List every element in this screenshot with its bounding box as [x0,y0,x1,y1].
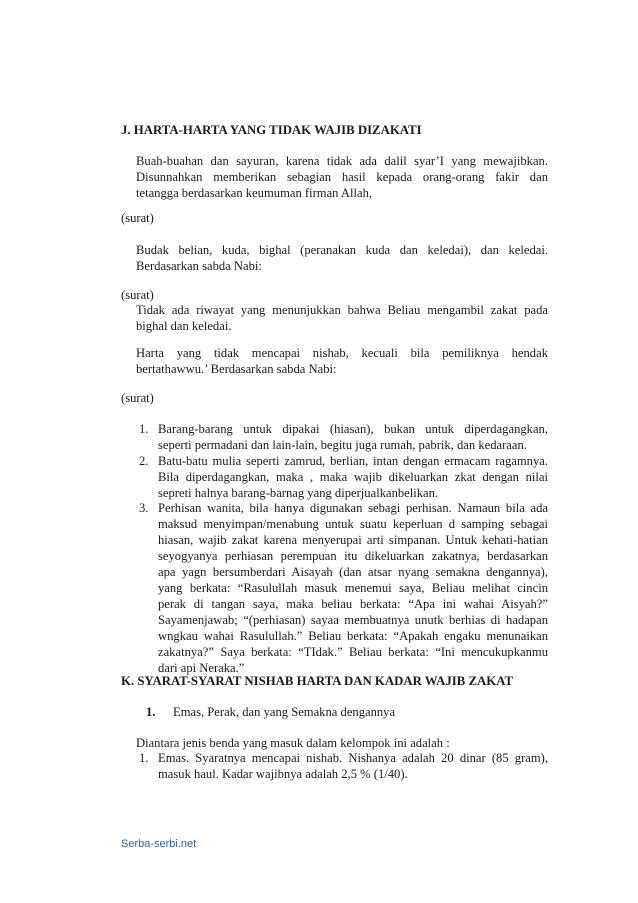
text-line: dari api Neraka.” [158,661,245,675]
text-line: perak di tangan saya, maka beliau berkata: “Apa ini wahai Aisyah?” [158,597,548,611]
text-line: bighal dan keledai. [136,319,232,333]
text-line: Buah-buahan dan sayuran, karena tidak ada dalil syar’I yang mewajibkan. [136,154,548,168]
paragraph-buah-buahan [136,153,548,201]
intro-line: Diantara jenis benda yang masuk dalam kelompok ini adalah : [136,736,450,750]
text-line: bertathawwu.’ Berdasarkan sabda Nabi: [136,362,337,376]
text-line: Sayamenjawab; “(perhiasan) sayaa membuatnya unutk berhias di hadapan [158,613,548,627]
surat-placeholder: (surat) [121,211,154,225]
text-line: sepreti halnya barang-barnag yang diperjualkanbelikan. [158,486,439,500]
surat-placeholder: (surat) [121,391,154,405]
text-line: tetangga berdasarkan keumuman firman Allah, [136,186,373,200]
paragraph-riwayat [136,302,548,334]
text-line: Bila diperdagangkan, maka , maka wajib dikeluarkan zkat dengan nilai [158,470,548,484]
text-line: Perhisan wanita, bila hanya digunakan sebagi perhisan. Namaun bila ada [158,501,548,515]
surat-placeholder: (surat) [121,288,154,302]
list-number: 1. [139,422,149,436]
list-number: 2. [139,454,149,468]
subheading-title: Emas, Perak, dan yang Semakna dengannya [173,705,396,719]
text-line: Emas. Syaratnya mencapai nishab. Nishanya adalah 20 dinar (85 gram), [158,751,548,765]
list-number: 3. [139,501,149,515]
section-j-heading: J. HARTA-HARTA YANG TIDAK WAJIB DIZAKATI [121,123,422,137]
footer-site-link[interactable]: Serba-serbi.net [121,838,197,850]
text-line: zakatnya?” Saya berkata: “TIdak.” Beliau berkata: “Ini mencukupkanmu [158,645,548,659]
section-k-heading: K. SYARAT-SYARAT NISHAB HARTA DAN KADAR WAJIB ZAKAT [121,674,514,688]
text-line: Disunnahkan memberikan sebagian hasil kepada orang-orang fakir dan [136,170,548,184]
text-line: Berdasarkan sabda Nabi: [136,259,262,273]
text-line: seperti permadani dan lain-lain, begitu juga rumah, pabrik, dan kedaraan. [158,438,527,452]
text-line: hiasan, wajib zakat karena menyerupai arti simpanan. Untuk kehati-hatian [158,533,548,547]
text-line: Harta yang tidak mencapai nishab, kecuali bila pemiliknya hendak [136,346,548,360]
text-line: wngkau wahai Rasulullah.” Beliau berkata: “Apakah engaku menunaikan [158,629,548,643]
paragraph-nishab [136,345,548,377]
text-line: seyogyanya perhiasan perempuan itu dikeluarkan zakatnya, berdasarkan [158,549,548,563]
text-line: Barang-barang untuk dipakai (hiasan), bukan untuk diperdagangkan, [158,422,548,436]
subheading-number: 1. [146,705,156,719]
text-line: Budak belian, kuda, bighal (peranakan kuda dan keledai), dan keledai. [136,243,548,257]
text-line: masuk haul. Kadar wajibnya adalah 2,5 % (1/40). [158,767,408,781]
text-line: Tidak ada riwayat yang menunjukkan bahwa Beliau mengambil zakat pada [136,303,548,317]
text-line: Batu-batu mulia seperti zamrud, berlian, intan dengan ermacam ragamnya. [158,454,548,468]
text-line: apa yagn bersumberdari Aisayah (dan atsar nyang semakna dengannya), [158,565,548,579]
text-line: yang berkata: “Rasulullah masuk menemui saya, Beliau melihat cincin [158,581,548,595]
paragraph-budak-belian [136,242,548,274]
text-line: maksud menyimpan/menabung untuk suatu keperluan d samping sebagai [158,517,548,531]
list-number: 1. [139,751,149,765]
